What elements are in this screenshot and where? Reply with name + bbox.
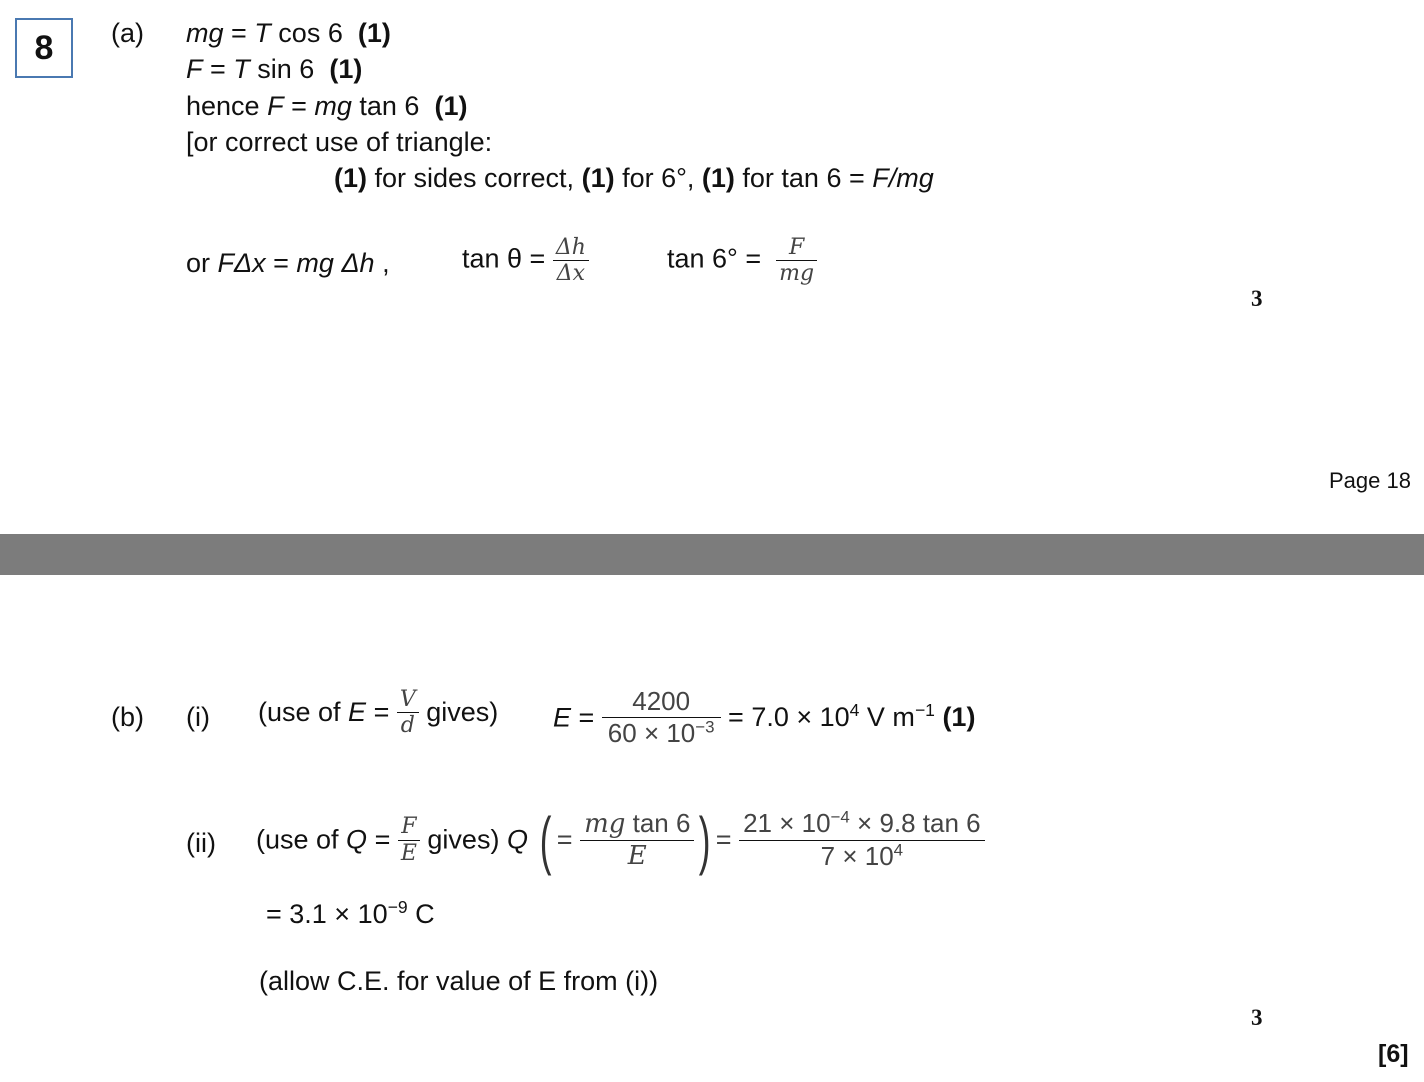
right-paren: ): [699, 804, 711, 876]
question-number-box: [15, 18, 73, 78]
part-a-line-2: F = T sin 6 (1): [186, 54, 363, 84]
tan-theta-expression: tan θ = $\frac{\Delta h}{\Delta x}$: [462, 236, 589, 285]
part-a-label: (a): [111, 18, 144, 48]
part-a-line-3: hence F = mg tan 6 (1): [186, 91, 468, 121]
fraction-dh-dx: $\frac{\Delta h}{\Delta x}$: [553, 236, 589, 285]
fraction-4200: $\frac{4200}{60 \times 10^{-3}}$: [602, 688, 721, 748]
part-b-label: (b): [111, 702, 144, 732]
part-b-ii-result: = $3.1 \times 10^{-9}$ C: [266, 897, 435, 929]
tan-6-expression: tan 6° = $\frac{F}{mg}$: [667, 236, 817, 285]
part-b-i-label: (i): [186, 702, 210, 732]
total-marks: [6]: [1378, 1040, 1409, 1068]
mark: (1): [434, 91, 468, 121]
mark: (1): [357, 18, 391, 48]
part-b-i-calculation: E = $\frac{4200}{60 \times 10^{-3}}$ = $7.0 \times 10^4$ V $m^{-1}$ (1): [553, 686, 976, 749]
fraction-numeric: $\frac{21 \times 10^{-4} \times 9.8 \tan 6}{7 \times 10^4}$: [739, 810, 985, 870]
fraction-v-d: $\frac{V}{d}$: [397, 688, 419, 737]
page-separator: [0, 534, 1424, 575]
part-a-line-6-work: or FΔx = mg Δh ,: [186, 248, 390, 278]
mark: (1): [329, 54, 363, 84]
part-a-line-1: mg = T cos 6 (1): [186, 18, 391, 48]
page-label: Page 18: [1329, 468, 1411, 493]
part-b-marks: 3: [1251, 1005, 1263, 1030]
fraction-f-e: $\frac{F}{E}$: [398, 815, 420, 864]
part-b-ii-label: (ii): [186, 828, 216, 858]
part-a-line-4: [or correct use of triangle:: [186, 127, 493, 157]
part-b-ii-working: (use of Q = $\frac{F}{E}$ gives) Q ( = $\frac{\text{mg tan 6}}{E}$ ) = $\frac{21 \times 10^{-4} \times 9.8 \tan 6}{7 \times 10^4}$: [256, 808, 985, 872]
left-paren: (: [540, 804, 552, 876]
part-a-line-5: (1) for sides correct, (1) for 6°, (1) for tan 6 = F/mg: [334, 163, 934, 193]
part-b-i-working: (use of E = $\frac{V}{d}$ gives): [258, 687, 499, 739]
question-number: 8: [34, 28, 54, 67]
fraction-mg-tan6-e: $\frac{\text{mg tan 6}}{E}$: [580, 810, 694, 871]
fraction-f-mg: $\frac{F}{mg}$: [776, 236, 817, 285]
part-b-ii-note: (allow C.E. for value of E from (i)): [259, 966, 659, 996]
mark: (1): [934, 702, 976, 733]
part-a-marks: 3: [1251, 286, 1263, 311]
